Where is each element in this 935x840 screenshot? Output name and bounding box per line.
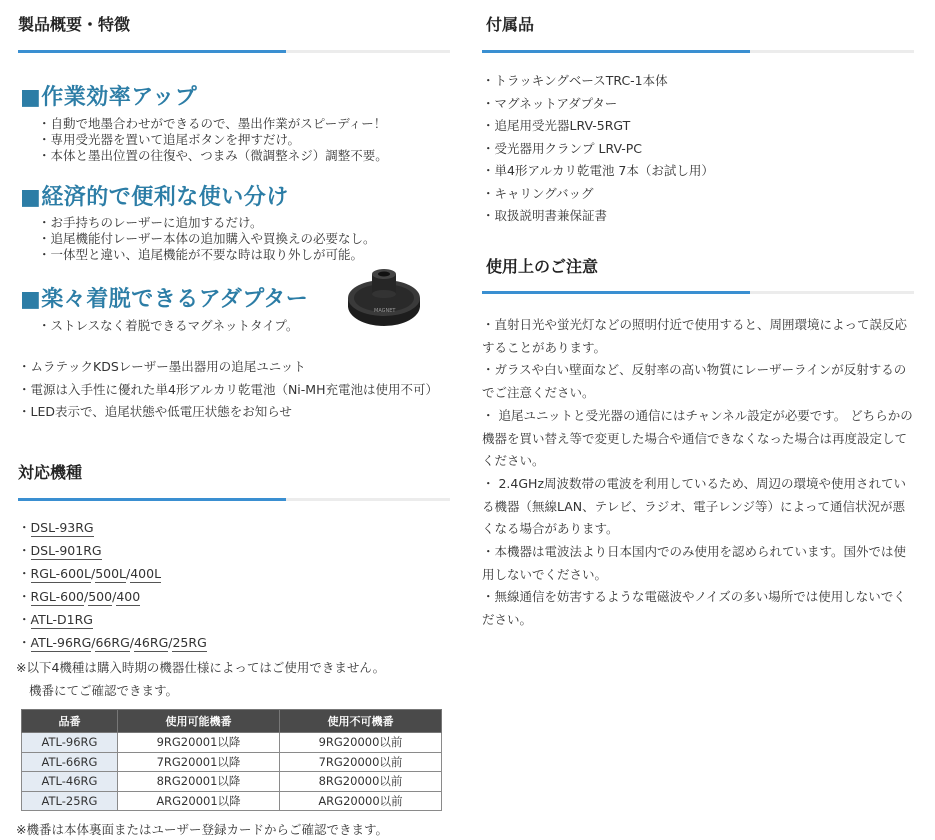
model-link[interactable]: DSL-93RG (30, 520, 94, 535)
compat-note-2: 機番にてご確認できます。 (29, 683, 179, 698)
caution-line: ・無線通信を妨害するような電磁波やノイズの多い場所では使用しないでく (482, 589, 906, 605)
model-item: ・ATL-96RG/66RG/46RG/25RG (18, 635, 207, 651)
accessories-rule (482, 50, 914, 53)
feature-point: ・本体と墨出位置の往復や、つまみ（微調整ネジ）調整不要。 (38, 148, 388, 163)
caution-line: ・本機器は電波法より日本国内でのみ使用を認められています。国外では使 (482, 544, 907, 560)
caution-line: 用しないでください。 (482, 566, 608, 582)
list-item: ・電源は入手性に優れた単4形アルカリ乾電池（Ni-MH充電池は使用不可） (18, 381, 438, 397)
model-list (18, 516, 207, 655)
table-row (22, 733, 442, 753)
table-cell: ATL-46RG (22, 772, 118, 792)
caution-line: ・ガラスや白い壁面など、反射率の高い物質にレーザーラインが反射するの (482, 362, 907, 378)
feature-point: ・ストレスなく着脱できるマグネットタイプ。 (38, 318, 299, 333)
model-link[interactable]: ATL-D1RG (30, 612, 93, 628)
model-link[interactable]: 46RG (133, 635, 169, 651)
model-link[interactable]: DSL-901RG (30, 543, 102, 559)
model-link[interactable]: 400 (116, 589, 141, 605)
overview-bullets (18, 356, 438, 424)
caution-list (482, 314, 917, 632)
model-link[interactable]: 500 (88, 589, 113, 605)
feature-point: ・専用受光器を置いて追尾ボタンを押すだけ。 (38, 132, 301, 147)
model-item: ・ATL-D1RG (18, 612, 93, 628)
accessories-title: 付属品 (486, 15, 535, 34)
table-cell: 8RG20001以降 (118, 772, 280, 792)
list-item: ・トラッキングベースTRC-1本体 (482, 73, 668, 88)
model-link[interactable]: RGL-600L (30, 566, 91, 582)
caution-line: することがあります。 (482, 339, 607, 355)
list-item: ・受光器用クランプ LRV-PC (482, 140, 643, 156)
cautions-title: 使用上のご注意 (486, 257, 599, 276)
feature-heading-economic: ■経済的で便利な使い分け (20, 185, 289, 210)
model-link[interactable]: 400L (130, 566, 162, 582)
table-header: 品番 (22, 710, 118, 733)
table-cell: 7RG20000以前 (280, 752, 442, 772)
feature-point: ・一体型と違い、追尾機能が不要な時は取り外しが可能。 (38, 247, 364, 262)
table-cell: 8RG20000以前 (280, 772, 442, 792)
feature-list-economic (38, 215, 376, 263)
table-cell: ARG20001以降 (118, 791, 280, 811)
magnet-adapter-image (344, 268, 424, 330)
accessory-list (482, 70, 714, 228)
model-link[interactable]: 66RG (95, 635, 130, 651)
list-item: ・取扱説明書兼保証書 (482, 208, 608, 223)
table-row (22, 752, 442, 772)
table-cell: 7RG20001以降 (118, 752, 280, 772)
table-cell: ATL-96RG (22, 733, 118, 753)
table-cell: ATL-25RG (22, 791, 118, 811)
table-header: 使用可能機番 (118, 710, 280, 733)
overview-title: 製品概要・特徴 (18, 15, 131, 34)
compatible-rule (18, 498, 450, 501)
caution-line: ・ 追尾ユニットと受光器の通信にはチャンネル設定が必要です。 どちらかの (482, 407, 913, 423)
model-item: ・RGL-600/500/400 (18, 589, 141, 605)
table-row (22, 772, 442, 792)
model-link[interactable]: 25RG (172, 635, 207, 651)
overview-rule (18, 50, 450, 53)
feature-heading-efficiency: ■作業効率アップ (20, 85, 198, 110)
feature-list-efficiency (38, 116, 388, 164)
caution-line: ・ 2.4GHz周波数帯の電波を利用しているため、周辺の環境や使用されてい (482, 475, 907, 491)
feature-point: ・自動で地墨合わせができるので、墨出作業がスピーディー！ (38, 116, 387, 131)
feature-point: ・お手持ちのレーザーに追加するだけ。 (38, 215, 263, 230)
model-item: ・RGL-600L/500L/400L (18, 566, 162, 582)
table-header: 使用不可機番 (280, 710, 442, 733)
caution-line: 機器を買い替え等で変更した場合や通信できなくなった場合は再度設定して (482, 430, 908, 446)
caution-line: くなる場合があります。 (482, 521, 619, 537)
caution-line: ・直射日光や蛍光灯などの照明付近で使用すると、周囲環境によって誤反応 (482, 317, 908, 332)
model-link[interactable]: RGL-600 (30, 589, 85, 605)
feature-list-adapter (38, 318, 298, 334)
caution-line: でご注意ください。 (482, 385, 595, 401)
list-item: ・LED表示で、追尾状態や低電圧状態をお知らせ (18, 404, 292, 419)
feature-heading-adapter: ■楽々着脱できるアダプター (20, 287, 309, 312)
table-cell: 9RG20001以降 (118, 733, 280, 753)
table-cell: ARG20000以前 (280, 791, 442, 811)
caution-line: ださい。 (482, 612, 533, 628)
table-cell: ATL-66RG (22, 752, 118, 772)
list-item: ・マグネットアダプター (482, 95, 618, 111)
model-link[interactable]: ATL-96RG (30, 635, 92, 651)
adapter-label: MAGNET (374, 308, 396, 314)
serial-footnote: ※機番は本体裏面またはユーザー登録カードからご確認できます。 (16, 822, 388, 837)
cautions-rule (482, 291, 914, 294)
model-link[interactable]: 500L (95, 566, 127, 582)
table-row (22, 791, 442, 811)
list-item: ・キャリングバッグ (482, 185, 594, 201)
model-item: ・DSL-93RG (18, 520, 94, 535)
caution-line: ください。 (482, 453, 545, 469)
compatible-title: 対応機種 (18, 463, 83, 482)
feature-point: ・追尾機能付レーザー本体の追加購入や買換えの必要なし。 (38, 231, 376, 246)
list-item: ・単4形アルカリ乾電池 7本（お試し用） (482, 163, 714, 178)
list-item: ・追尾用受光器LRV-5RGT (482, 118, 631, 133)
compat-note: ※以下4機種は購入時期の機器仕様によってはご使用できません。 (16, 660, 386, 675)
table-cell: 9RG20000以前 (280, 733, 442, 753)
model-item: ・DSL-901RG (18, 543, 102, 559)
list-item: ・ムラテックKDSレーザー墨出器用の追尾ユニット (18, 359, 306, 374)
caution-line: る機器（無線LAN、テレビ、ラジオ、電子レンジ等）によって通信状況が悪 (482, 498, 906, 514)
serial-table (21, 709, 442, 811)
